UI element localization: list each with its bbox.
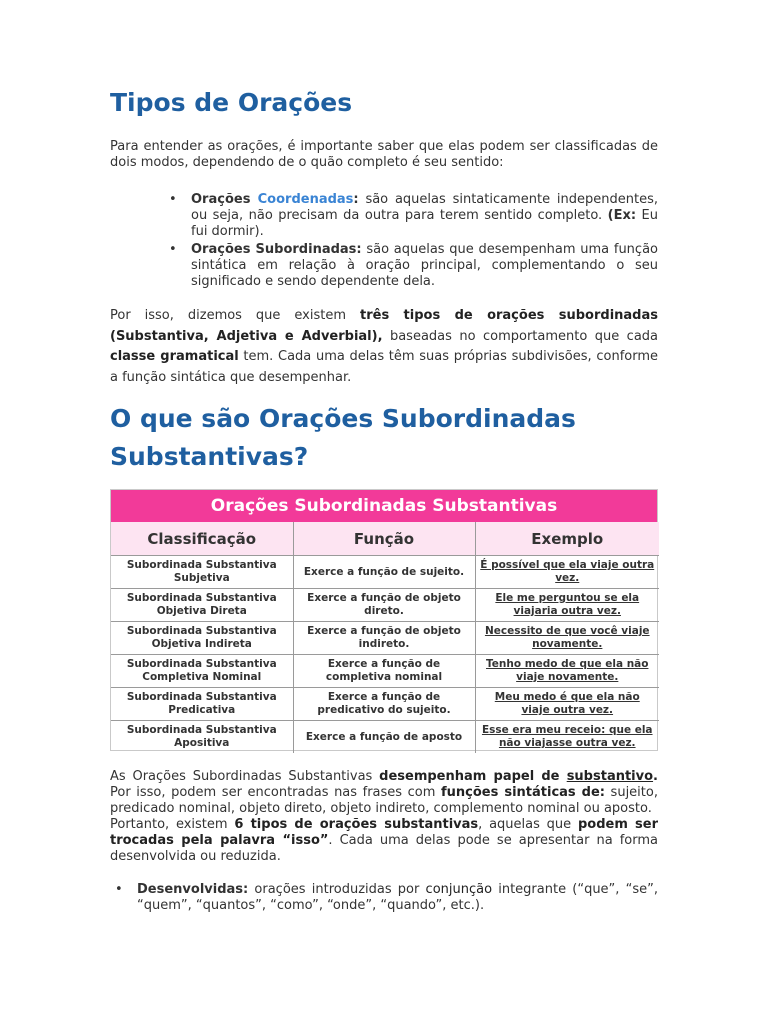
cell-funcao: Exerce a função de sujeito.	[293, 556, 475, 589]
cell-classificacao: Subordinada Substantiva Subjetiva	[111, 556, 293, 589]
text-run: sujeito, predicado nominal, objeto direto, objeto indireto, complemento nominal ou aposto.	[110, 785, 658, 816]
text-run: orações introduzidas por	[248, 882, 426, 897]
bold-run: .	[653, 769, 658, 784]
bold-run: três tipos de orações subordinadas (Substantiva, Adjetiva e Adverbial),	[110, 308, 658, 344]
text-run: As Orações Subordinadas Substantivas	[110, 769, 380, 784]
cell-exemplo: Tenho medo de que ela não viaje novamente.	[475, 655, 659, 688]
example-label: (Ex:	[607, 208, 637, 223]
cell-exemplo: Esse era meu receio: que ela não viajasse outra vez.	[475, 721, 659, 754]
text-run: baseadas no comportamento que cada	[382, 328, 659, 344]
list-item-coordenadas	[191, 192, 658, 240]
bold-classe-gramatical: classe gramatical	[110, 349, 239, 364]
text-run: Por isso, podem ser encontradas nas frases com	[110, 785, 441, 800]
cell-funcao: Exerce a função de predicativo do sujeito.	[293, 688, 475, 721]
cell-exemplo: Meu medo é que ela não viaje outra vez.	[475, 688, 659, 721]
table-header-row	[111, 522, 659, 556]
cell-classificacao: Subordinada Substantiva Apositiva	[111, 721, 293, 754]
cell-classificacao: Subordinada Substantiva Predicativa	[111, 688, 293, 721]
cell-funcao: Exerce a função de objeto indireto.	[293, 622, 475, 655]
bold-run: funções sintáticas de:	[441, 785, 605, 800]
list-item-desenvolvidas	[137, 882, 658, 914]
bold-run: podem ser trocadas pela palavra “isso”	[110, 817, 659, 848]
substantivas-table	[111, 522, 659, 753]
types-list	[191, 192, 658, 290]
table-title: Orações Subordinadas Substantivas	[111, 490, 657, 522]
label-oracoes: Orações	[191, 192, 258, 207]
label-subordinadas: Orações Subordinadas:	[191, 242, 362, 257]
text-run: Por isso, dizemos que existem	[110, 308, 360, 323]
cell-classificacao: Subordinada Substantiva Objetiva Indireta	[111, 622, 293, 655]
por-isso-paragraph	[110, 306, 658, 388]
text-run: tem. Cada uma delas têm suas próprias subdivisões, conforme a função sintática que desempenhar.	[110, 349, 659, 385]
link-substantivo[interactable]: substantivo	[566, 769, 654, 784]
substantivas-paragraph	[110, 769, 658, 817]
subordinadas-text: são aquelas que desempenham uma função sintática em relação à oração principal, complementando o seu significado e sendo dependente dela.	[191, 242, 658, 289]
text-run: Portanto, existem	[110, 817, 235, 832]
text-run: integrante (“que”, “se”, “quem”, “quantos”, “como”, “onde”, “quando”, etc.).	[137, 882, 658, 913]
bold-run: 6 tipos de orações substantivas	[234, 817, 479, 832]
label-desenvolvidas: Desenvolvidas:	[137, 882, 249, 897]
text-run: . Cada uma delas pode se apresentar na forma desenvolvida ou reduzida.	[110, 833, 658, 864]
column-header-classificacao: Classificação	[111, 522, 293, 556]
list-item-subordinadas	[191, 242, 658, 290]
cell-exemplo: Necessito de que você viaje novamente.	[475, 622, 659, 655]
cell-funcao: Exerce a função de completiva nominal	[293, 655, 475, 688]
cell-classificacao: Subordinada Substantiva Completiva Nominal	[111, 655, 293, 688]
column-header-exemplo: Exemplo	[475, 522, 659, 556]
heading-tipos-de-oracoes: Tipos de Orações	[110, 88, 353, 117]
cell-funcao: Exerce a função de objeto direto.	[293, 589, 475, 622]
table-row	[111, 721, 659, 754]
bold-run: desempenham papel de	[379, 769, 567, 784]
portanto-paragraph	[110, 817, 658, 865]
coordenadas-text: são aquelas sintaticamente independentes, ou seja, não precisam da outra para terem sentido completo.	[191, 192, 658, 223]
cell-funcao: Exerce a função de aposto	[293, 721, 475, 754]
table-row	[111, 589, 659, 622]
example-text: Eu fui dormir).	[191, 208, 658, 239]
link-coordenadas[interactable]: Coordenadas	[257, 192, 354, 207]
forms-list	[137, 882, 658, 914]
label-colon: :	[353, 192, 359, 207]
table-row	[111, 655, 659, 688]
column-header-funcao: Função	[293, 522, 475, 556]
cell-exemplo: Ele me perguntou se ela viajaria outra vez.	[475, 589, 659, 622]
table-row	[111, 688, 659, 721]
link-conjuncao[interactable]: conjunção	[425, 882, 493, 897]
cell-exemplo: É possível que ela viaje outra vez.	[475, 556, 659, 589]
substantivas-table-figure	[110, 489, 658, 751]
table-row	[111, 556, 659, 589]
heading-oracoes-substantivas: O que são Orações Subordinadas Substantivas?	[110, 404, 576, 471]
cell-classificacao: Subordinada Substantiva Objetiva Direta	[111, 589, 293, 622]
text-run: , aquelas que	[478, 817, 578, 832]
table-row	[111, 622, 659, 655]
intro-paragraph: Para entender as orações, é importante saber que elas podem ser classificadas de dois modos, dependendo de o quão completo é seu sentido:	[110, 139, 658, 170]
